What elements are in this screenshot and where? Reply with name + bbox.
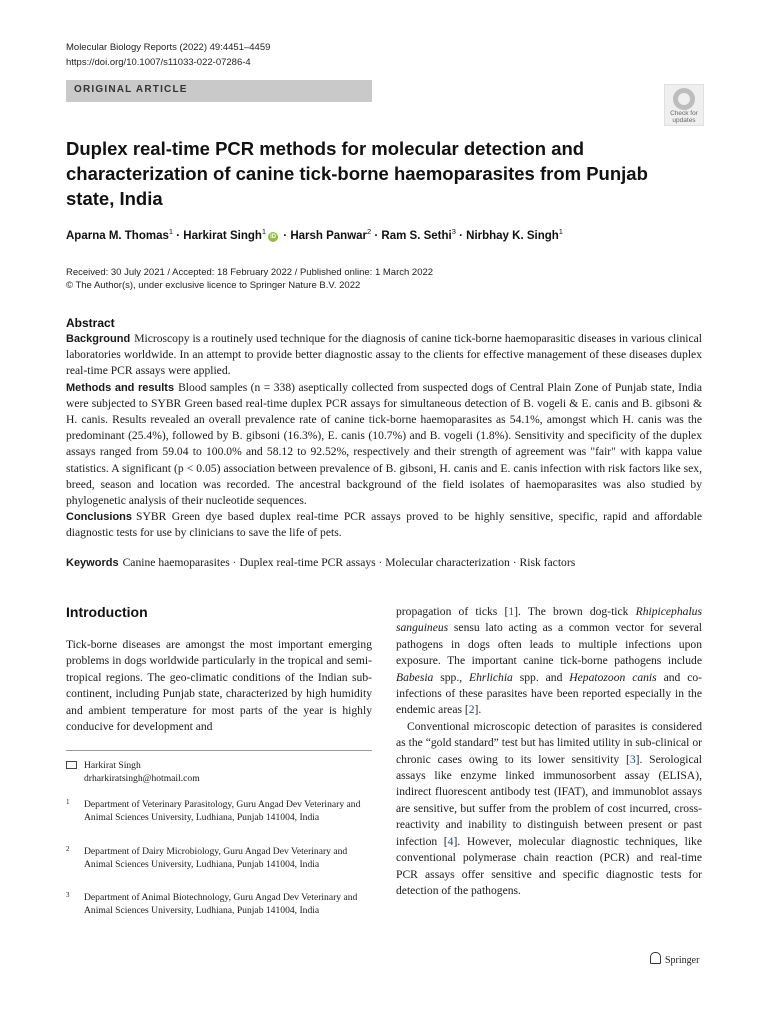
text-run: Conventional microscopic detection of parasites is considered as the “gold standard” test but has limited utility in sub-clinical or chronic cases owing to its lower sensitivity [ [396,719,702,766]
text-run: and co-infections of these parasites have been reported especially in the endemic areas [ [396,670,702,717]
publisher-logo [650,952,699,966]
affiliation-text: Department of Dairy Microbiology, Guru Angad Dev Veterinary and Animal Sciences University, Ludhiana, Punjab 141004, India [84,846,348,870]
text-run: propagation of ticks [ [396,605,509,618]
citation-link[interactable]: 3 [629,752,636,766]
journal-header [66,40,270,70]
species-name: Hepatozoon canis [569,670,657,684]
author-affiliation-mark: 2 [367,227,372,236]
envelope-icon [66,761,77,769]
author-affiliation-mark: 1 [261,227,267,236]
abstract-methods [66,380,702,510]
species-name: Rhipicephalus sanguineus [396,605,702,635]
doi-link[interactable]: https://doi.org/10.1007/s11033-022-07286-4 [66,57,251,68]
affiliation-number: 3 [66,891,70,899]
corresponding-email[interactable]: drharkiratsingh@hotmail.com [84,773,200,784]
text-run: spp. and [512,670,570,684]
article-type-label: ORIGINAL ARTICLE [74,84,188,95]
author-name[interactable]: Ram S. Sethi [381,229,452,242]
methods-label: Methods and results [66,381,175,394]
keywords-text: Canine haemoparasites · Duplex real-time PCR assays · Molecular characterization · Risk factors [122,556,576,569]
author-name[interactable]: Nirbhay K. Singh [466,229,559,242]
introduction-continued [396,604,702,899]
introduction-paragraph: Tick-borne diseases are amongst the most important emerging problems in dogs worldwide particularly in the tropical and semi-tropical regions. The geo-climatic conditions of the Indian sub-continent, including Punjab state, characterized by high humidity and ambient temperature for most parts of the year is highly conducive for development and [66,638,372,734]
background-label: Background [66,333,131,345]
text-run: spp., [433,670,470,684]
author-separator: · [280,229,291,242]
affiliation-1 [66,798,372,824]
author-name[interactable]: Harkirat Singh [183,229,262,242]
body-paragraph [396,604,702,719]
text-run: ]. However, molecular diagnostic techniques, like conventional polymerase chain reaction (PCR) and real-time PCR assays offer sensitive and specific diagnostic tests for detection of the pathogens. [396,834,703,897]
author-separator: · [173,229,184,242]
check-updates-icon [673,88,695,110]
keywords-label: Keywords [66,557,119,569]
author-affiliation-mark: 1 [168,227,174,236]
introduction-heading: Introduction [66,604,148,620]
affiliation-text: Department of Animal Biotechnology, Guru Angad Dev Veterinary and Animal Sciences University, Ludhiana, Punjab 141004, India [84,892,358,916]
orcid-icon[interactable]: iD [270,233,277,240]
springer-horse-icon [650,952,661,964]
author-affiliation-mark: 1 [558,227,563,236]
keywords [66,556,706,569]
affiliation-number: 1 [66,798,70,806]
author-name[interactable]: Aparna M. Thomas [66,229,169,242]
conclusions-text: SYBR Green dye based duplex real-time PCR assays proved to be highly sensitive, specific, rapid and affordable diagnostic tests for use by clinicians to save the life of pets. [66,510,702,540]
check-for-updates-badge[interactable] [664,84,704,126]
author-separator: · [371,229,382,242]
affiliation-2 [66,845,372,871]
copyright-line: © The Author(s), under exclusive licence to Springer Nature B.V. 2022 [66,280,361,291]
introduction-section [66,603,372,735]
history-dates: Received: 30 July 2021 / Accepted: 18 February 2022 / Published online: 1 March 2022 [66,267,434,278]
affiliation-text: Department of Veterinary Parasitology, Guru Angad Dev Veterinary and Animal Sciences University, Ludhiana, Punjab 141004, India [84,799,361,823]
author-list [66,227,706,242]
genus-name: Ehrlichia [469,670,513,684]
corresponding-author: Harkirat Singh [84,760,141,771]
affiliation-3 [66,891,372,917]
abstract-conclusions [66,509,702,541]
article-type-banner [66,80,372,102]
body-paragraph [396,719,702,899]
citation-link[interactable]: 4 [447,834,454,848]
author-affiliation-mark: 3 [451,227,456,236]
affiliation-number: 2 [66,845,70,853]
footnote-divider [66,750,372,751]
journal-citation: Molecular Biology Reports (2022) 49:4451–4459 [66,42,271,53]
abstract-heading: Abstract [66,316,115,330]
check-updates-line1: Check for [670,110,698,117]
background-text: Microscopy is a routinely used technique for the diagnosis of canine tick-borne haemoparasitic diseases in various clinical laboratories worldwide. In an attempt to provide better diagnostic assay to the clients for effective management of these diseases duplex real-time PCR assays were applied. [66,332,702,378]
author-name[interactable]: Harsh Panwar [290,229,368,242]
conclusions-label: Conclusions [66,511,133,524]
text-run: sensu lato acting as a common vector for several pathogens in dogs often leads to multiple infections upon exposure. The important canine tick-borne pathogens include [396,621,702,668]
text-run: ]. [474,703,482,717]
text-run: ]. The brown dog-tick [514,605,636,618]
article-title: Duplex real-time PCR methods for molecular detection and characterization of canine tick-borne haemoparasites from Punjab state, India [66,138,648,209]
author-separator: · [455,229,467,242]
publication-dates [66,266,433,292]
correspondence [66,759,372,785]
abstract-background [66,331,702,380]
methods-text: Blood samples (n = 338) aseptically collected from suspected dogs of Central Plain Zone of Punjab state, India were subjected to SYBR Green based real-time duplex PCR assays for simultaneous detection of B. vogeli & E. canis and B. gibsoni & H. canis. Results revealed an overall prevalence rate of canine tick-borne haemoparasites as 54.1%, amongst which H. canis was the predominant (25.4%), followed by B. gibsoni (16.3%), E. canis (10.7%) and B. vogeli (1.8%). Sensitivity and specificity of the duplex assays ranged from 59.04 to 100.0% and 58.12 to 92.52%, respectively and their strength of agreement was "fair" with kappa value statistics. A significant (p < 0.05) association between prevalence of B. gibsoni, H. canis and E. canis infection with risk factors like sex, breed, season and location was recorded. The ancestral background of the field isolates of haemoparasites was also studied by phylogenetic analysis of their nucleotide sequences. [66,380,702,508]
citation-link[interactable]: 1 [508,605,515,618]
genus-name: Babesia [396,670,434,684]
abstract-body [66,331,702,542]
text-run: ]. Serological assays like enzyme linked immunosorbent assay (ELISA), indirect fluorescent antibody test (IFAT), and immunoblot assays are sensitive, but suffer from the problem of cost incurred, cross-reactivity and inability to distinguish between present or past infection [ [396,752,702,848]
check-updates-line2: updates [672,116,696,124]
citation-link[interactable]: 2 [468,703,475,717]
publisher-name: Springer [665,955,700,966]
